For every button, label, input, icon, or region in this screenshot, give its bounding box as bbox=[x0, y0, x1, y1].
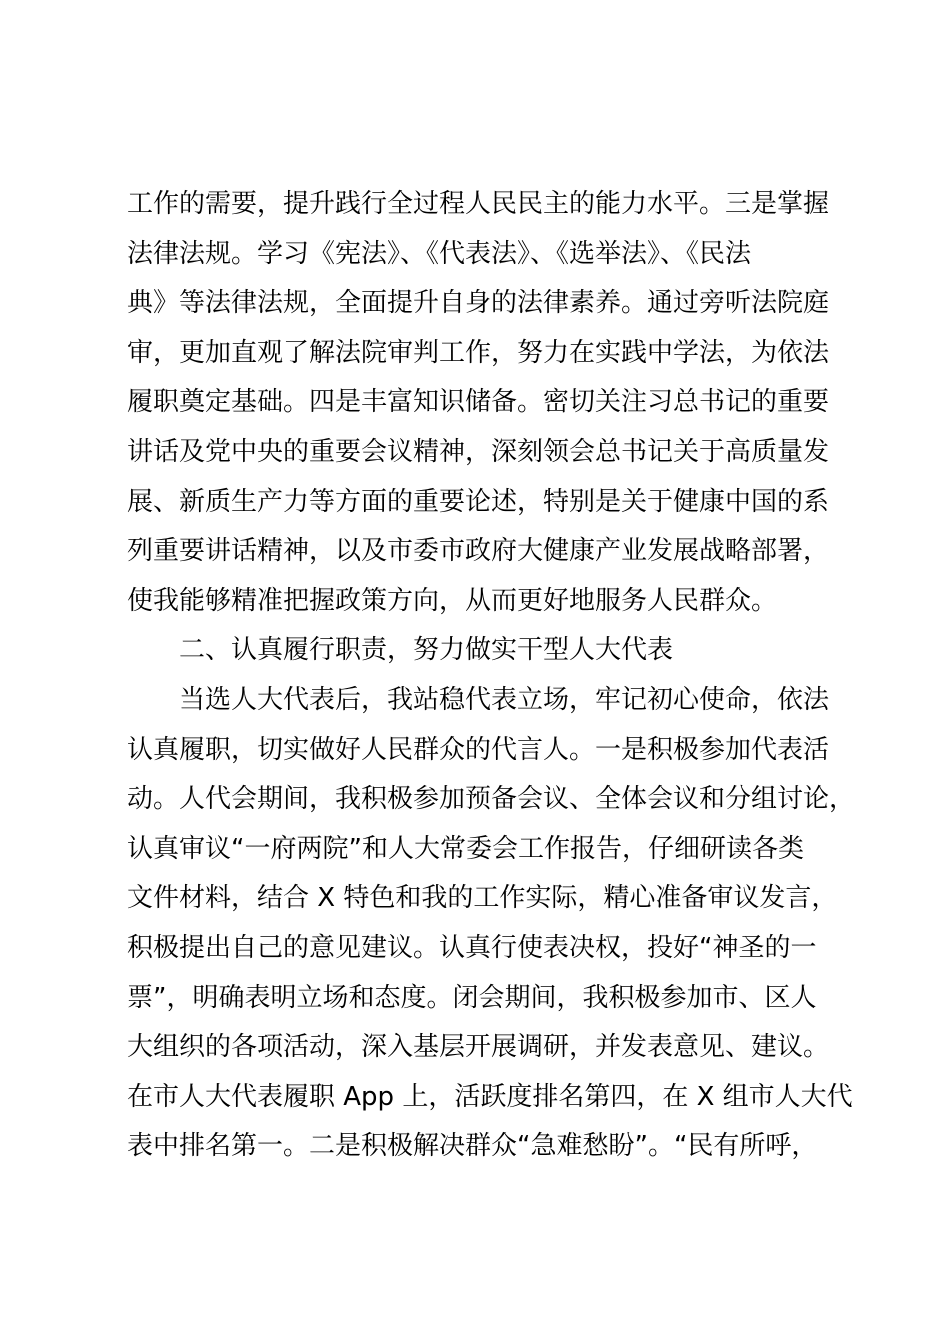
text-line: 动。人代会期间，我积极参加预备会议、全体会议和分组讨论， bbox=[127, 784, 856, 815]
text-line: 典》等法律法规，全面提升自身的法律素养。通过旁听法院庭 bbox=[127, 288, 830, 319]
text-line: 法律法规。学习《宪法》、《代表法》、《选举法》、《民法 bbox=[127, 238, 752, 269]
text-line: 在市人大代表履职 App 上，活跃度排名第四，在 X 组市人大代 bbox=[127, 1081, 853, 1112]
text-line: 积极提出自己的意见建议。认真行使表决权，投好“神圣的一 bbox=[127, 932, 817, 963]
paragraph-first-line: 当选人大代表后，我站稳代表立场，牢记初心使命，依法 bbox=[179, 684, 830, 715]
paragraph-first-line: 二、认真履行职责，努力做实干型人大代表 bbox=[179, 635, 674, 666]
text-line: 表中排名第一。二是积极解决群众“急难愁盼”。“民有所呼， bbox=[127, 1131, 818, 1162]
text-line: 讲话及党中央的重要会议精神，深刻领会总书记关于高质量发 bbox=[127, 436, 830, 467]
text-line: 票”，明确表明立场和态度。闭会期间，我积极参加市、区人 bbox=[127, 982, 817, 1013]
text-line: 展、新质生产力等方面的重要论述，特别是关于健康中国的系 bbox=[127, 486, 830, 517]
text-line: 工作的需要，提升践行全过程人民民主的能力水平。三是掌握 bbox=[127, 189, 830, 219]
text-line: 列重要讲话精神，以及市委市政府大健康产业发展战略部署， bbox=[127, 536, 830, 567]
body-text bbox=[127, 180, 856, 1172]
text-line: 大组织的各项活动，深入基层开展调研，并发表意见、建议。 bbox=[127, 1032, 830, 1063]
text-line: 认真审议“一府两院”和人大常委会工作报告，仔细研读各类 bbox=[127, 833, 804, 864]
text-line: 履职奠定基础。四是丰富知识储备。密切关注习总书记的重要 bbox=[127, 387, 830, 418]
text-line: 审，更加直观了解法院审判工作，努力在实践中学法，为依法 bbox=[127, 337, 830, 368]
text-line: 使我能够精准把握政策方向，从而更好地服务人民群众。 bbox=[127, 585, 778, 616]
text-line: 认真履职，切实做好人民群众的代言人。一是积极参加代表活 bbox=[127, 734, 830, 765]
text-line: 文件材料，结合 X 特色和我的工作实际，精心准备审议发言， bbox=[127, 883, 838, 914]
